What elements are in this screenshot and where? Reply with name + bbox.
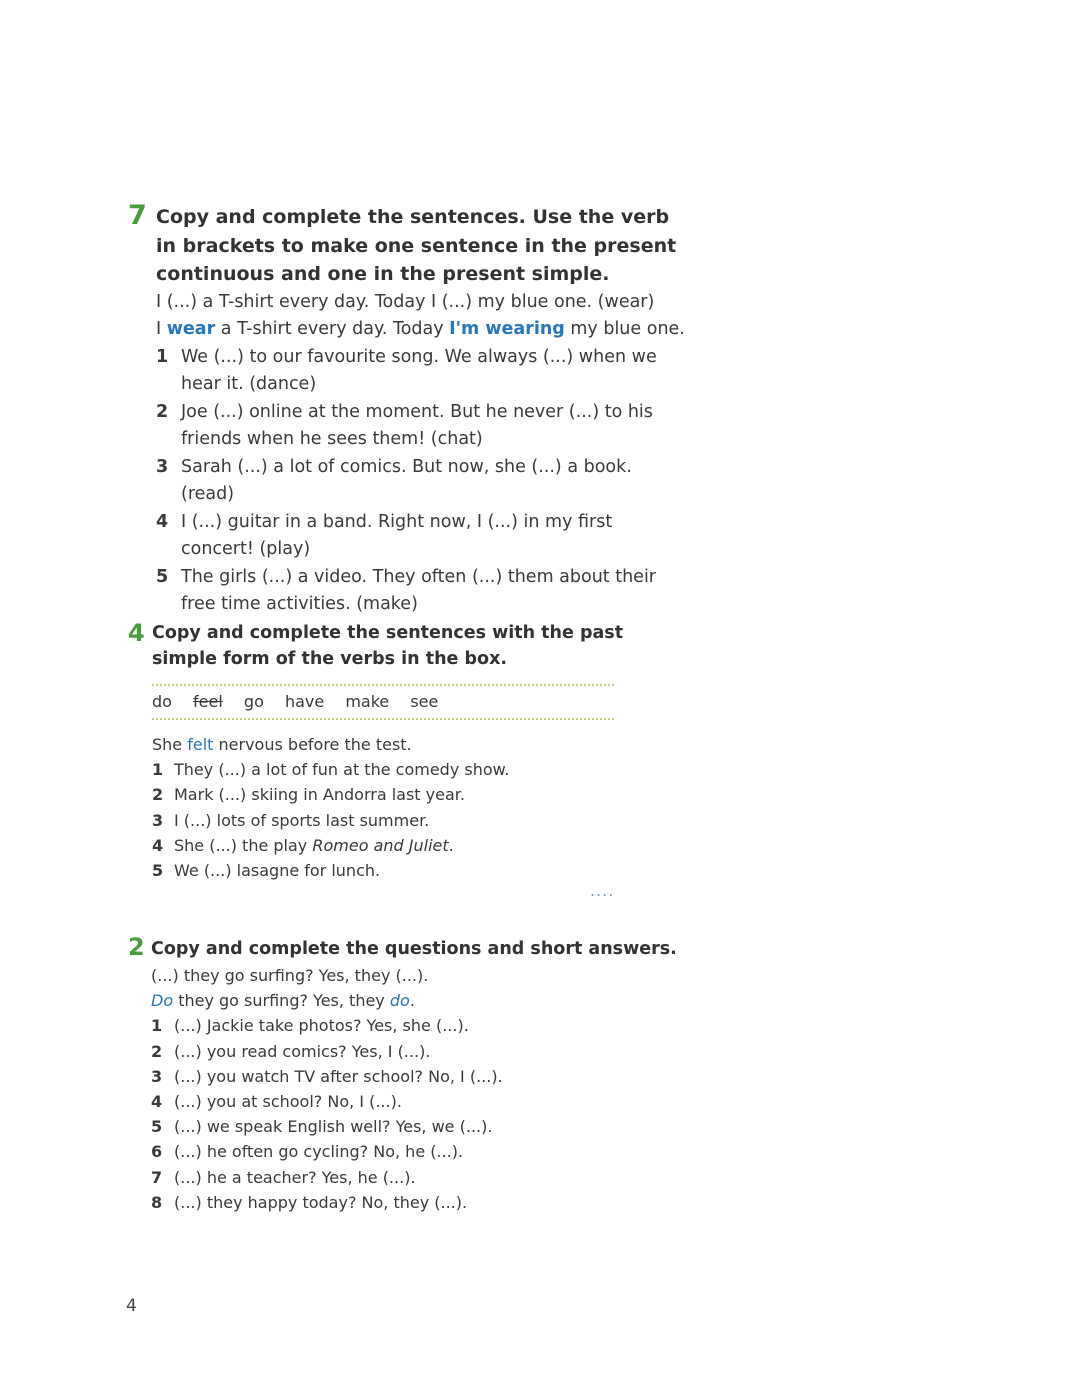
- example-answer: [151, 988, 668, 1013]
- item-text: Mark (...) skiing in Andorra last year.: [174, 785, 465, 805]
- item-number: 4: [151, 1092, 163, 1112]
- exercise-2: [128, 933, 677, 1215]
- item-number: 6: [151, 1142, 163, 1162]
- item-text: (...) he a teacher? Yes, he (...).: [174, 1167, 416, 1187]
- answer-text: my blue one.: [564, 319, 685, 339]
- example-answer: [152, 732, 628, 757]
- exercise-7: [128, 200, 688, 619]
- box-word: make: [345, 692, 390, 711]
- list-item: [152, 858, 628, 883]
- item-text: Joe (...) online at the moment. But he never (...) to his friends when he sees them! (chat): [181, 401, 653, 449]
- list-item: [151, 1114, 668, 1139]
- item-text: We (...) lasagne for lunch.: [174, 861, 381, 881]
- list-item: [152, 757, 628, 782]
- item-text: They (...) a lot of fun at the comedy show.: [174, 760, 510, 780]
- list-item: [152, 808, 628, 833]
- list-item: [156, 564, 688, 619]
- exercise-4: [128, 619, 628, 901]
- list-item: [151, 1190, 668, 1215]
- item-number: 3: [151, 1066, 163, 1086]
- answer-text: .: [409, 991, 415, 1011]
- list-item: [156, 509, 688, 564]
- answer-text: they go surfing? Yes, they: [173, 991, 390, 1011]
- item-text: She (...) the play: [174, 835, 313, 855]
- box-word: go: [243, 692, 264, 711]
- play-title: Romeo and Juliet: [312, 835, 449, 855]
- item-number: 3: [156, 456, 169, 477]
- exercise-number: 2: [128, 933, 145, 961]
- list-item: [156, 399, 688, 454]
- answer-highlight: I'm wearing: [449, 319, 565, 339]
- exercise-number: 4: [128, 619, 145, 647]
- answer-text: She: [152, 735, 188, 754]
- item-text: (...) you watch TV after school? No, I (...).: [174, 1066, 503, 1086]
- item-number: 4: [152, 835, 164, 855]
- exercise-instruction: Copy and complete the sentences with the past simple form of the verbs in the box.: [152, 623, 624, 669]
- item-number: 3: [152, 810, 164, 830]
- item-number: 2: [156, 401, 169, 422]
- list-item: [151, 1139, 668, 1164]
- item-text: I (...) lots of sports last summer.: [174, 810, 430, 830]
- item-number: 5: [152, 861, 164, 881]
- list-item: [156, 454, 688, 509]
- exercise-instruction: Copy and complete the questions and short answers.: [151, 939, 677, 959]
- box-word: see: [410, 692, 439, 711]
- example-sentence: (...) they go surfing? Yes, they (...).: [151, 966, 429, 985]
- item-number: 1: [156, 346, 169, 367]
- item-number: 1: [151, 1016, 163, 1036]
- example-sentence: I (...) a T-shirt every day. Today I (...) my blue one. (wear): [156, 291, 655, 312]
- item-number: 5: [151, 1117, 163, 1137]
- item-number: 8: [151, 1192, 163, 1212]
- exercise-number: 7: [128, 200, 147, 231]
- exercise-instruction: Copy and complete the sentences. Use the verb in brackets to make one sentence in the present continuous and one in the present simple.: [156, 206, 677, 285]
- list-item: [151, 1013, 668, 1038]
- word-box: [152, 684, 614, 720]
- list-item: [152, 782, 628, 807]
- item-text: I (...) guitar in a band. Right now, I (...) in my first concert! (play): [181, 511, 613, 559]
- box-word: have: [284, 692, 325, 711]
- item-number: 1: [152, 760, 164, 780]
- item-text: (...) he often go cycling? No, he (...).: [174, 1142, 464, 1162]
- list-item: [151, 1064, 668, 1089]
- item-text: (...) you read comics? Yes, I (...).: [174, 1041, 431, 1061]
- item-text: (...) you at school? No, I (...).: [174, 1092, 402, 1112]
- item-text: Sarah (...) a lot of comics. But now, she (...) a book. (read): [181, 456, 632, 504]
- page-number: 4: [126, 1296, 137, 1316]
- item-number: 5: [156, 566, 169, 587]
- item-number: 4: [156, 511, 169, 532]
- more-dots: ....: [590, 881, 615, 901]
- answer-highlight: Do: [151, 991, 174, 1011]
- box-word: do: [152, 692, 172, 711]
- item-number: 2: [151, 1041, 163, 1061]
- box-word-crossed: feel: [193, 692, 223, 711]
- item-text: (...) we speak English well? Yes, we (...).: [174, 1117, 493, 1137]
- list-item: [151, 1089, 668, 1114]
- item-text: (...) Jackie take photos? Yes, she (...).: [174, 1016, 469, 1036]
- list-item: [151, 1165, 668, 1190]
- answer-highlight: felt: [187, 735, 214, 754]
- list-item: [152, 833, 628, 858]
- example-answer: [156, 316, 688, 344]
- item-number: 7: [151, 1167, 163, 1187]
- answer-text: nervous before the test.: [213, 735, 412, 754]
- answer-highlight: wear: [166, 319, 216, 339]
- answer-text: I: [156, 319, 167, 339]
- list-item: [151, 1039, 668, 1064]
- answer-highlight: do: [389, 991, 410, 1011]
- item-text: .: [448, 835, 454, 855]
- item-text: The girls (...) a video. They often (...) them about their free time activities. (make): [181, 566, 657, 614]
- item-text: (...) they happy today? No, they (...).: [174, 1192, 468, 1212]
- item-number: 2: [152, 785, 164, 805]
- item-text: We (...) to our favourite song. We always (...) when we hear it. (dance): [181, 346, 657, 394]
- answer-text: a T-shirt every day. Today: [215, 319, 450, 339]
- list-item: [156, 344, 688, 399]
